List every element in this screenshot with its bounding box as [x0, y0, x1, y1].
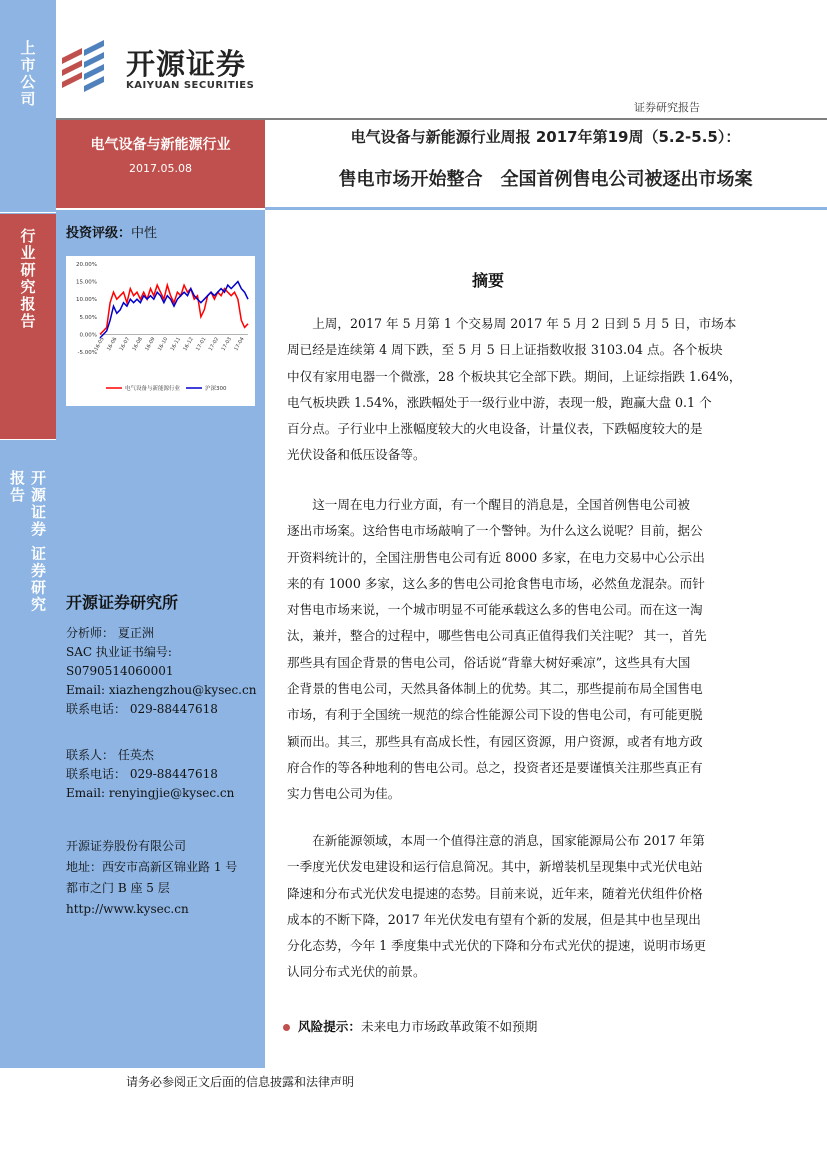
contact-line: 分析师： 夏正洲: [66, 626, 154, 640]
logo-stripes-icon: [60, 40, 122, 96]
side-strip: [0, 0, 56, 1068]
text-line: 分化态势，今年 1 季度集中式光伏的下降和分布式光伏的提速，说明市场更: [287, 938, 707, 954]
text-line: 电气板块跌 1.54%，涨跌幅处于一级行业中游，表现一般，跑赢大盘 0.1 个: [287, 394, 712, 410]
text-line: 周已经是连续第 4 周下跌，至 5 月 5 日上证指数收报 3103.04 点。各个板块: [287, 342, 723, 358]
company-info: [66, 836, 237, 920]
text-line: 降速和分布式光伏发电提速的态势。目前来说，近年来，随着光伏组件价格: [287, 885, 703, 901]
strip-divider: [0, 439, 56, 440]
rating-label: 投资评级：: [66, 226, 132, 241]
chart-svg: [66, 256, 255, 406]
x-tick-label: 17-04: [233, 336, 246, 352]
report-date: 2017.05.08: [129, 162, 192, 175]
analyst-contacts: [66, 624, 256, 719]
text-line: 逐出市场案。这给售电市场敲响了一个警钟。为什么这么说呢？目前，据公: [287, 523, 703, 539]
legend-label: 电气设备与新能源行业: [125, 386, 181, 392]
report-title-line2: 售电市场开始整合 全国首例售电公司被逐出市场案: [338, 169, 753, 190]
series-line: [100, 285, 248, 334]
x-tick-label: 16-11: [169, 336, 183, 352]
y-tick-label: 0.00%: [79, 332, 97, 339]
text-line: 企背景的售电公司，天然具备体制上的优势。其二，那些提前布局全国售电: [287, 681, 703, 697]
text-line: 认同分布式光伏的前景。: [287, 964, 426, 980]
contact-line: 联系人： 任英杰: [66, 748, 154, 762]
text-line: 上周，2017 年 5 月第 1 个交易周 2017 年 5 月 2 日到 5 月 5 日，市场本: [287, 316, 737, 331]
contact-person: [66, 746, 234, 803]
contact-line: Email: xiazhengzhou@kysec.cn: [66, 683, 257, 697]
x-tick-label: 16-09: [144, 336, 157, 352]
text-line: 光伏设备和低压设备等。: [287, 447, 426, 463]
text-line: 府合作的等各种地利的售电公司。总之，投资者还是要谨慎关注那些真正有: [287, 759, 703, 775]
text-line: 百分点。子行业中上涨幅度较大的火电设备，计量仪表，下跌幅度较大的是: [287, 421, 703, 437]
y-tick-label: -5.00%: [77, 350, 97, 356]
x-tick-label: 16-06: [105, 336, 119, 352]
text-line: 中仅有家用电器一个微涨，28 个板块其它全部下跌。期间，上证综指跌 1.64%，: [287, 368, 742, 384]
y-tick-label: 15.00%: [76, 279, 97, 286]
side-tab-label: 行业研究报告: [18, 228, 37, 330]
abstract-title: 摘要: [472, 271, 505, 290]
series-line: [100, 282, 248, 338]
contact-line: 联系电话： 029-88447618: [66, 702, 218, 716]
side-tab-label: 开源证券 证券研究报告: [8, 470, 47, 614]
contact-line: S0790514060001: [66, 664, 174, 678]
contact-line: 联系电话： 029-88447618: [66, 767, 218, 781]
sector-name: 电气设备与新能源行业: [90, 137, 231, 153]
x-tick-label: 16-05: [93, 336, 106, 352]
text-line: 成本的不断下降，2017 年光伏发电有望有个新的发展，但是其中也呈现出: [287, 911, 701, 927]
text-line: 开资料统计的，全国注册售电公司有近 8000 多家，在电力交易中心公示出: [287, 549, 705, 565]
x-tick-label: 17-02: [207, 336, 221, 352]
y-tick-label: 5.00%: [79, 314, 97, 321]
text-line: 市场，有利于全国统一规范的综合性能源公司下设的售电公司，有可能更脱: [287, 707, 703, 723]
company-address: 都市之门 B 座 5 层: [66, 881, 170, 895]
report-type: 证券研究报告: [634, 101, 700, 114]
text-line: 汰，兼并，整合的过程中，哪些售电公司真正值得我们关注呢？ 其一，首先: [287, 628, 707, 644]
side-tab-listed-company: [0, 40, 56, 130]
disclaimer-footer: 请务必参阅正文后面的信息披露和法律声明: [126, 1075, 355, 1089]
risk-warning: [283, 1016, 537, 1035]
x-tick-label: 16-12: [182, 336, 195, 352]
risk-text: 未来电力市场政革政策不如预期: [360, 1019, 538, 1034]
report-title: [268, 122, 823, 191]
bullet-icon: [283, 1024, 290, 1031]
investment-rating: [66, 222, 157, 241]
x-tick-label: 17-01: [195, 336, 208, 352]
logo-name: 开源证券: [126, 47, 247, 81]
company-address: 地址：西安市高新区锦业路 1 号: [66, 860, 238, 874]
paragraph-market: [287, 311, 787, 469]
y-tick-label: 10.00%: [76, 297, 97, 304]
paragraph-power: [287, 492, 787, 808]
y-tick-label: 20.00%: [76, 262, 97, 268]
side-tab-label: 上市公司: [18, 40, 37, 108]
x-tick-label: 16-07: [118, 336, 132, 352]
strip-divider: [0, 212, 56, 213]
text-line: 一季度光伏发电建设和运行信息简况。其中，新增装机呈现集中式光伏电站: [287, 859, 703, 875]
legend-label: 沪深300: [205, 386, 227, 392]
x-tick-label: 17-03: [220, 336, 234, 352]
text-line: 颖而出。其三，那些具有高成长性，有园区资源，用户资源，或者有地方政: [287, 733, 703, 749]
contact-line: Email: renyingjie@kysec.cn: [66, 786, 235, 800]
sector-box: [56, 120, 265, 208]
institute-name: 开源证券研究所: [66, 593, 179, 612]
company-url[interactable]: http://www.kysec.cn: [66, 902, 189, 916]
side-tab-kaiyuan-research: [0, 470, 56, 630]
title-divider: [265, 207, 827, 210]
text-line: 来的有 1000 多家，这么多的售电公司抢食售电市场，必然鱼龙混杂。而针: [287, 575, 705, 591]
left-column: [56, 210, 265, 1068]
text-line: 实力售电公司为佳。: [287, 786, 401, 802]
text-line: 对售电市场来说，一个城市明显不可能承载这么多的售电公司。而在这一淘: [287, 602, 703, 618]
contact-line: SAC 执业证书编号:: [66, 645, 172, 659]
x-tick-label: 16-08: [131, 336, 144, 352]
company-name: 开源证券股份有限公司: [66, 839, 187, 853]
side-tab-industry-research: [0, 214, 56, 439]
logo-subtitle: KAIYUAN SECURITIES: [126, 80, 255, 91]
company-logo: [60, 40, 260, 100]
rating-value: 中性: [131, 226, 158, 241]
paragraph-new-energy: [287, 828, 787, 986]
x-tick-label: 16-10: [156, 336, 170, 352]
risk-label: 风险提示：: [298, 1019, 361, 1034]
report-title-line1: 电气设备与新能源行业周报 2017年第19周（5.2-5.5）：: [350, 128, 741, 146]
text-line: 在新能源领域，本周一个值得注意的消息，国家能源局公布 2017 年第: [287, 833, 705, 848]
performance-chart: [66, 256, 255, 406]
text-line: 那些具有国企背景的售电公司，俗话说“背靠大树好乘凉”，这些具有大国: [287, 654, 691, 670]
text-line: 这一周在电力行业方面，有一个醒目的消息是，全国首例售电公司被: [287, 497, 690, 512]
